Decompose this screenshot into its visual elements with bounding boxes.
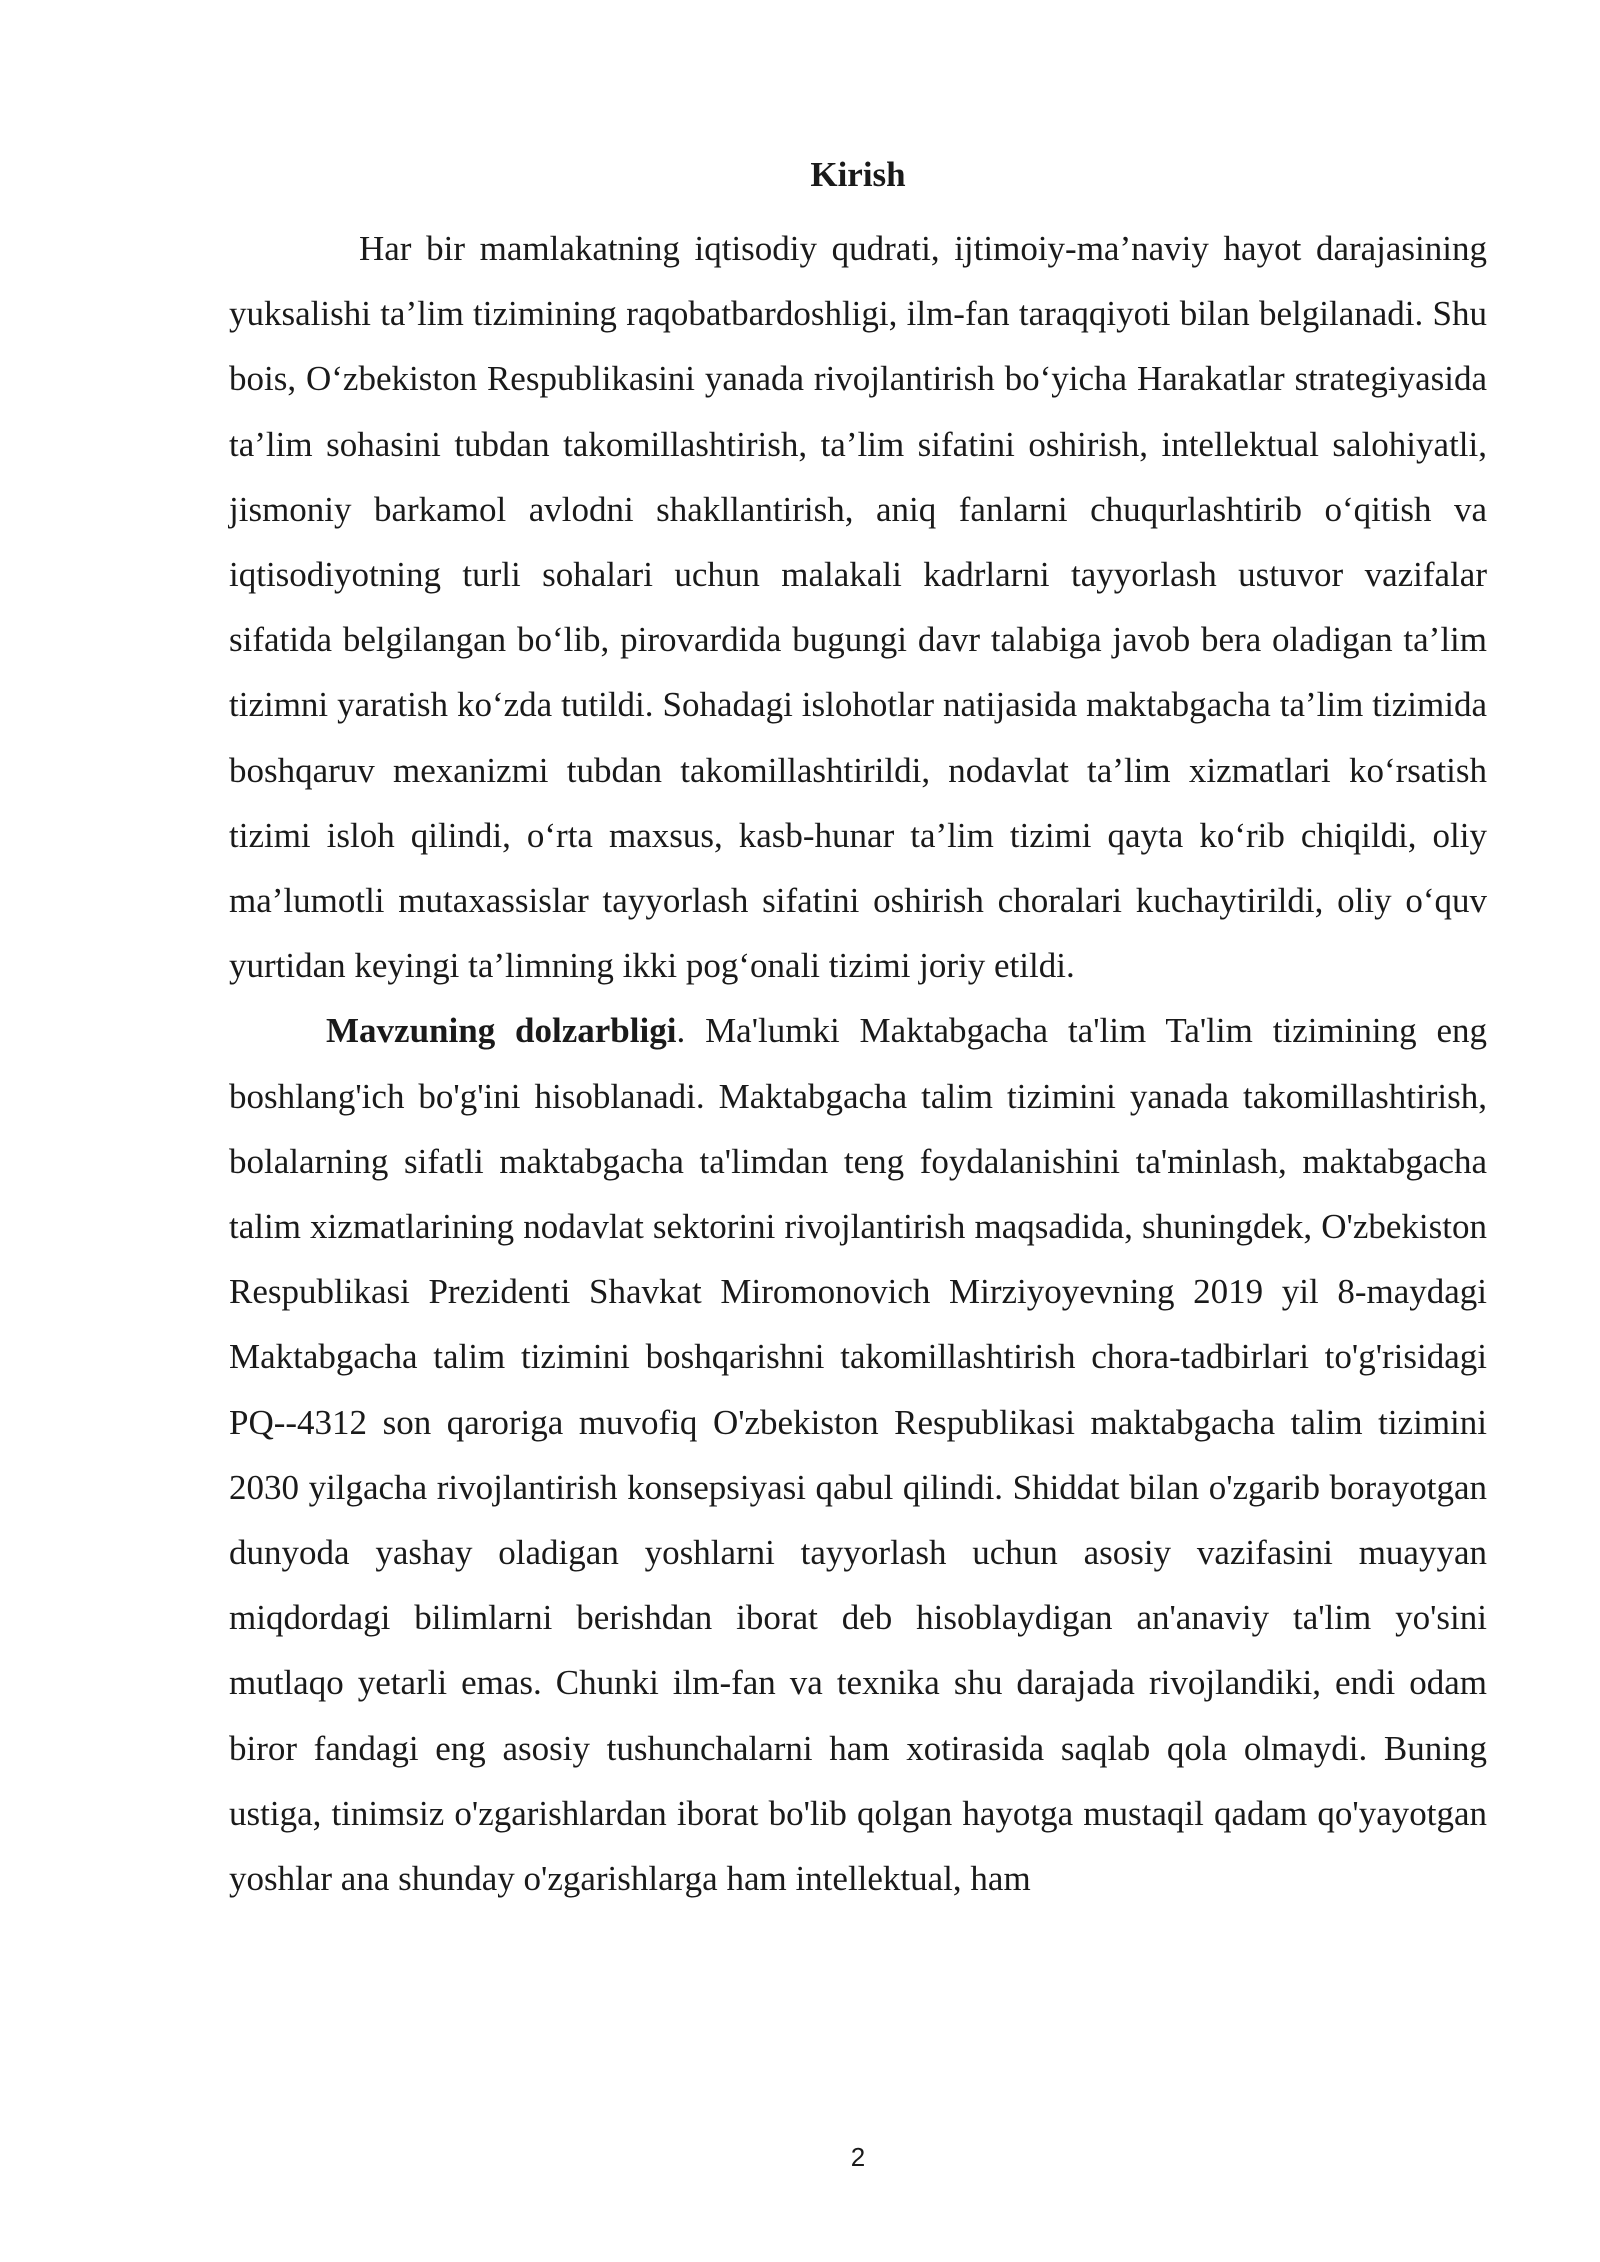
paragraph-relevance — [229, 998, 1487, 1911]
page-number: 2 — [850, 2142, 866, 2172]
paragraph-introduction: Har bir mamlakatning iqtisodiy qudrati, ijtimoiy-ma’naviy hayot darajasining yuksalishi ta’lim tizimining raqobatbardoshligi, ilm-fan taraqqiyoti bilan belgilanadi. Shu bois, O‘zbekiston Respublikasini yanada rivojlantirish bo‘yicha Harakatlar strategiyasida ta’lim sohasini tubdan takomillashtirish, ta’lim sifatini oshirish, intellektual salohiyatli, jismoniy barkamol avlodni shakllantirish, aniq fanlarni chuqurlashtirib o‘qitish va iqtisodiyotning turli sohalari uchun malakali kadrlarni tayyorlash ustuvor vazifalar sifatida belgilangan bo‘lib, pirovardida bugungi davr talabiga javob bera oladigan ta’lim tizimni yaratish ko‘zda tutildi. Sohadagi islohotlar natijasida maktabgacha ta’lim tizimida boshqaruv mexanizmi tubdan takomillashtirildi, nodavlat ta’lim xizmatlari ko‘rsatish tizimi isloh qilindi, o‘rta maxsus, kasb-hunar ta’lim tizimi qayta ko‘rib chiqildi, oliy ma’lumotli mutaxassislar tayyorlash sifatini oshirish choralari kuchaytirildi, oliy o‘quv yurtidan keyingi ta’limning ikki pog‘onali tizimi joriy etildi. — [229, 229, 1487, 986]
relevance-text: Ma'lumki Maktabgacha ta'lim Ta'lim tizimining eng boshlang'ich bo'g'ini hisoblanadi. Maktabgacha talim tizimini yanada takomillashtirish, bolalarning sifatli maktabgacha ta'limdan teng foydalanishini ta'minlash, maktabgacha talim xizmatlarining nodavlat sektorini rivojlantirish maqsadida, shuningdek, O'zbekiston Respublikasi Prezidenti Shavkat Miromonovich Mirziyoyevning 2019 yil 8-maydagi Maktabgacha talim tizimini boshqarishni takomillashtirish chora-tadbirlari to'g'risidagi PQ--4312 son qaroriga muvofiq O'zbekiston Respublikasi maktabgacha talim tizimini 2030 yilgacha rivojlantirish konsepsiyasi qabul qilindi. Shiddat bilan o'zgarib borayotgan dunyoda yashay oladigan yoshlarni tayyorlash uchun asosiy vazifasini muayyan miqdordagi bilimlarni berishdan iborat deb hisoblaydigan an'anaviy ta'lim yo'sini mutlaqo yetarli emas. Chunki ilm-fan va texnika shu darajada rivojlandiki, endi odam biror fandagi eng asosiy tushunchalarni ham xotirasida saqlab qola olmaydi. Buning ustiga, tinimsiz o'zgarishlardan iborat bo'lib qolgan hayotga mustaqil qadam qo'yayotgan yoshlar ana shunday o'zgarishlarga ham intellektual, ham — [229, 1011, 1487, 1899]
relevance-label: Mavzuning dolzarbligi — [326, 1011, 677, 1051]
relevance-label-period: . — [676, 1011, 686, 1051]
section-heading: Kirish — [810, 155, 906, 194]
body-text — [229, 216, 1487, 1911]
